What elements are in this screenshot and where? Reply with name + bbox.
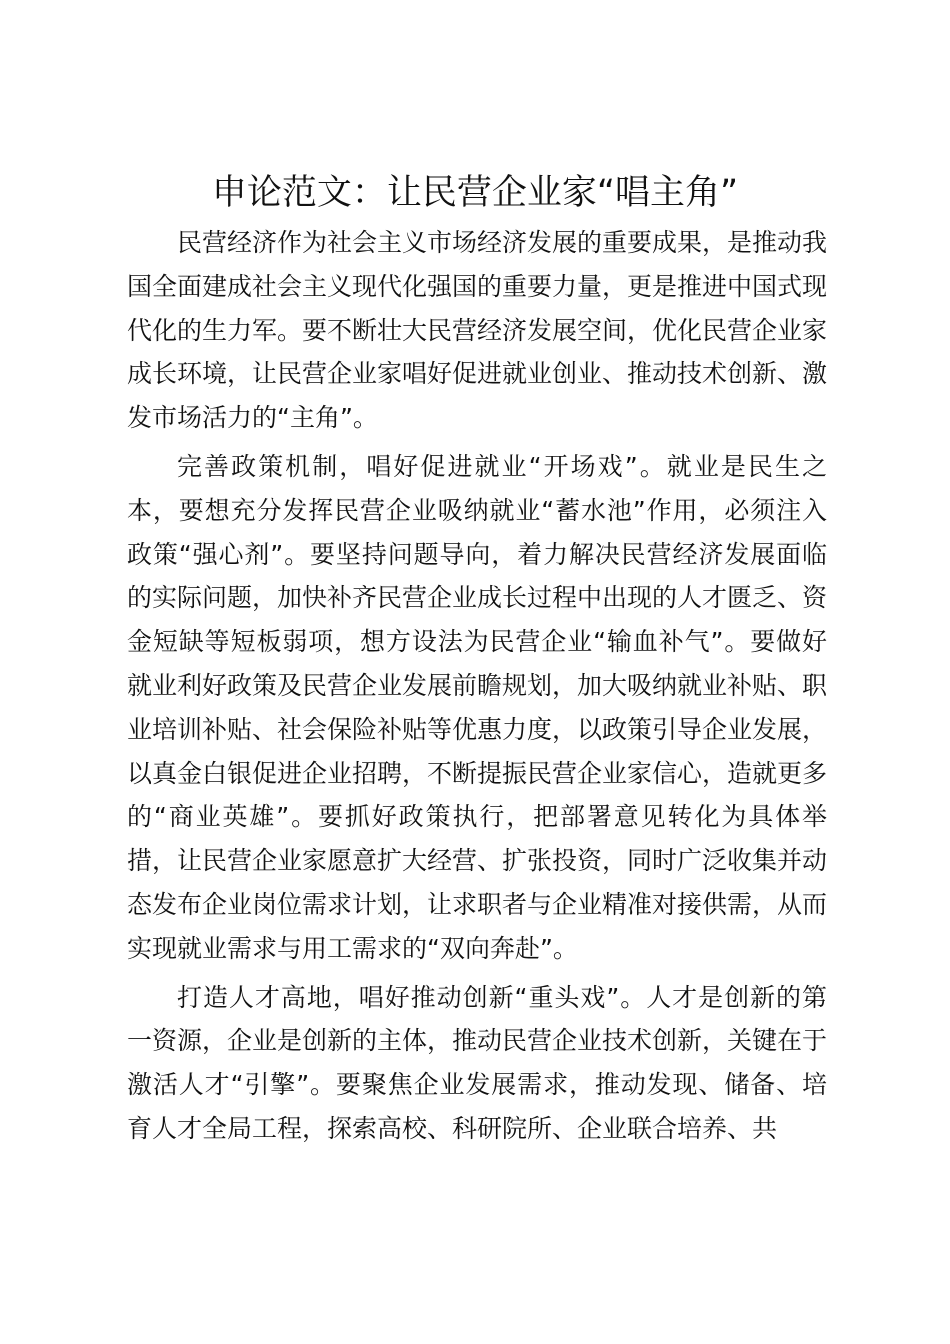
document-title: 申论范文：让民营企业家“唱主角” xyxy=(211,173,739,213)
paragraph-employment: 完善政策机制，唱好促进就业“开场戏”。就业是民生之本，要想充分发挥民营企业吸纳就业“蓄水池”作用，必须注入政策“强心剂”。要坚持问题导向，着力解决民营经济发展面临的实际问题，加快补齐民营企业成长过程中出现的人才匮乏、资金短缺等短板弱项，想方设法为民营企业“输血补气”。要做好就业利好政策及民营企业发展前瞻规划，加大吸纳就业补贴、职业培训补贴、社会保险补贴等优惠力度，以政策引导企业发展，以真金白银促进企业招聘，不断提振民营企业家信心，造就更多的“商业英雄”。要抓好政策执行，把部署意见转化为具体举措，让民营企业家愿意扩大经营、扩张投资，同时广泛收集并动态发布企业岗位需求计划，让求职者与企业精准对接供需，从而实现就业需求与用工需求的“双向奔赴”。 xyxy=(127,451,828,963)
document-body xyxy=(127,221,827,1151)
paragraph-intro: 民营经济作为社会主义市场经济发展的重要成果，是推动我国全面建成社会主义现代化强国的重要力量，更是推进中国式现代化的生力军。要不断壮大民营经济发展空间，优化民营企业家成长环境，让民营企业家唱好促进就业创业、推动技术创新、激发市场活力的“主角”。 xyxy=(127,228,828,433)
paragraph-talent: 打造人才高地，唱好推动创新“重头戏”。人才是创新的第一资源，企业是创新的主体，推动民营企业技术创新，关键在于激活人才“引擎”。要聚焦企业发展需求，推动发现、储备、培育人才全局工程，探索高校、科研院所、企业联合培养、共 xyxy=(127,982,828,1143)
